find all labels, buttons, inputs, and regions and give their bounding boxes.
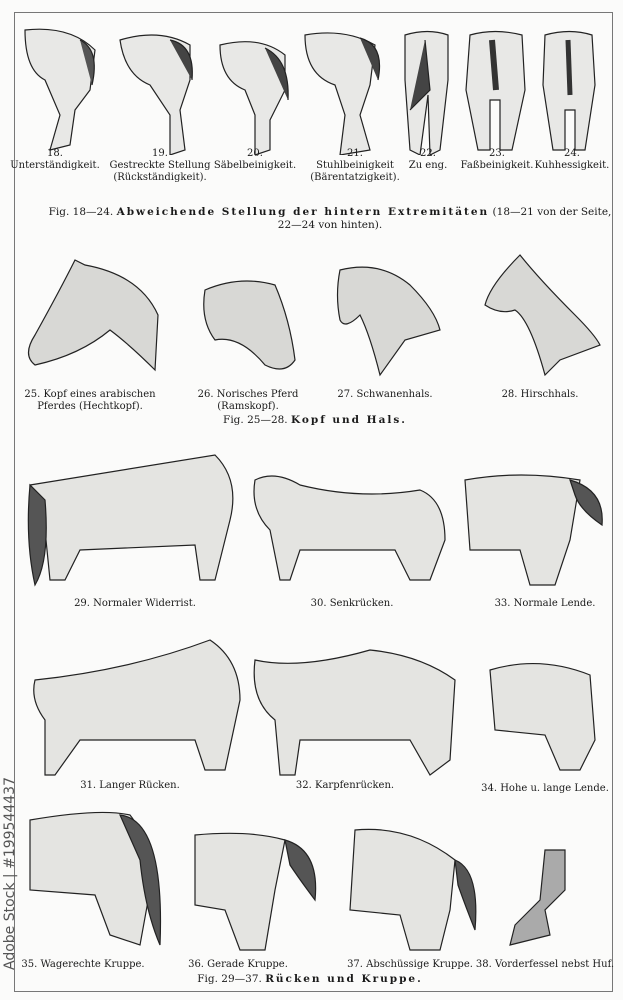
figure-33-body bbox=[465, 475, 580, 585]
figure-34-body bbox=[490, 664, 595, 770]
caption-36: 36. Gerade Kruppe. bbox=[188, 959, 288, 970]
figure-36-croup bbox=[195, 833, 285, 950]
figure-29-body bbox=[30, 455, 233, 580]
caption-35: 35. Wagerechte Kruppe. bbox=[21, 959, 145, 970]
caption-23: 23. Faßbeinigkeit. bbox=[460, 148, 534, 171]
figure-30-body bbox=[254, 476, 445, 580]
figure-27-neck bbox=[338, 267, 441, 375]
figure-23-legs bbox=[466, 32, 525, 151]
caption-19: 19. Gestreckte Stellung (Rückständigkeit). bbox=[109, 148, 211, 183]
figure-caption-18-24: Fig. 18—24. Abweichende Stellung der hintern Extremitäten (18—21 von der Seite, 22—24 von hinten). bbox=[48, 206, 612, 231]
figure-caption-29-37: Fig. 29—37. Rücken und Kruppe. bbox=[197, 973, 423, 985]
figure-36-tail bbox=[285, 840, 316, 900]
caption-30: 30. Senkrücken. bbox=[310, 598, 394, 609]
caption-33: 33. Normale Lende. bbox=[494, 598, 596, 609]
figure-37-tail bbox=[455, 860, 476, 930]
back-croup-illustrations bbox=[0, 440, 623, 960]
figure-22-legs bbox=[405, 32, 448, 156]
caption-25: 25. Kopf eines arabischen Pferdes (Hechtkopf). bbox=[24, 389, 156, 412]
figure-38-hoof bbox=[510, 850, 565, 945]
caption-24: 24. Kuhhessigkeit. bbox=[534, 148, 610, 171]
caption-22: 22. Zu eng. bbox=[408, 148, 448, 171]
figure-26-head bbox=[204, 281, 295, 369]
caption-29: 29. Normaler Widerrist. bbox=[74, 598, 196, 609]
caption-28: 28. Hirschhals. bbox=[501, 389, 579, 400]
caption-37: 37. Abschüssige Kruppe. bbox=[347, 959, 473, 970]
figure-32-body bbox=[254, 650, 455, 775]
caption-21: 21. Stuhlbeinigkeit (Bärentatzigkeit). bbox=[310, 148, 400, 183]
caption-20: 20. Säbelbeinigkeit. bbox=[213, 148, 297, 171]
figure-20-legs bbox=[220, 42, 288, 155]
figure-29-tail bbox=[28, 485, 46, 585]
figure-18-legs bbox=[25, 29, 95, 150]
caption-18: 18. Unterständigkeit. bbox=[10, 148, 100, 171]
hind-legs-illustrations bbox=[0, 20, 623, 155]
figure-28-neck bbox=[485, 255, 600, 375]
figure-21-legs bbox=[305, 33, 380, 155]
caption-27: 27. Schwanenhals. bbox=[337, 389, 433, 400]
figure-25-head bbox=[29, 260, 159, 370]
figure-31-body bbox=[34, 640, 240, 775]
caption-38: 38. Vorderfessel nebst Huf. bbox=[475, 959, 615, 970]
caption-31: 31. Langer Rücken. bbox=[80, 780, 180, 791]
stock-watermark: Adobe Stock | #199544437 bbox=[2, 777, 18, 970]
head-neck-illustrations bbox=[0, 250, 623, 385]
caption-32: 32. Karpfenrücken. bbox=[295, 780, 395, 791]
figure-caption-25-28: Fig. 25—28. Kopf und Hals. bbox=[223, 414, 407, 426]
figure-24-legs bbox=[543, 32, 595, 151]
figure-19-legs bbox=[120, 35, 192, 155]
caption-34: 34. Hohe u. lange Lende. bbox=[481, 783, 609, 794]
figure-37-croup bbox=[350, 829, 455, 950]
caption-26: 26. Norisches Pferd (Ramskopf). bbox=[197, 389, 299, 412]
